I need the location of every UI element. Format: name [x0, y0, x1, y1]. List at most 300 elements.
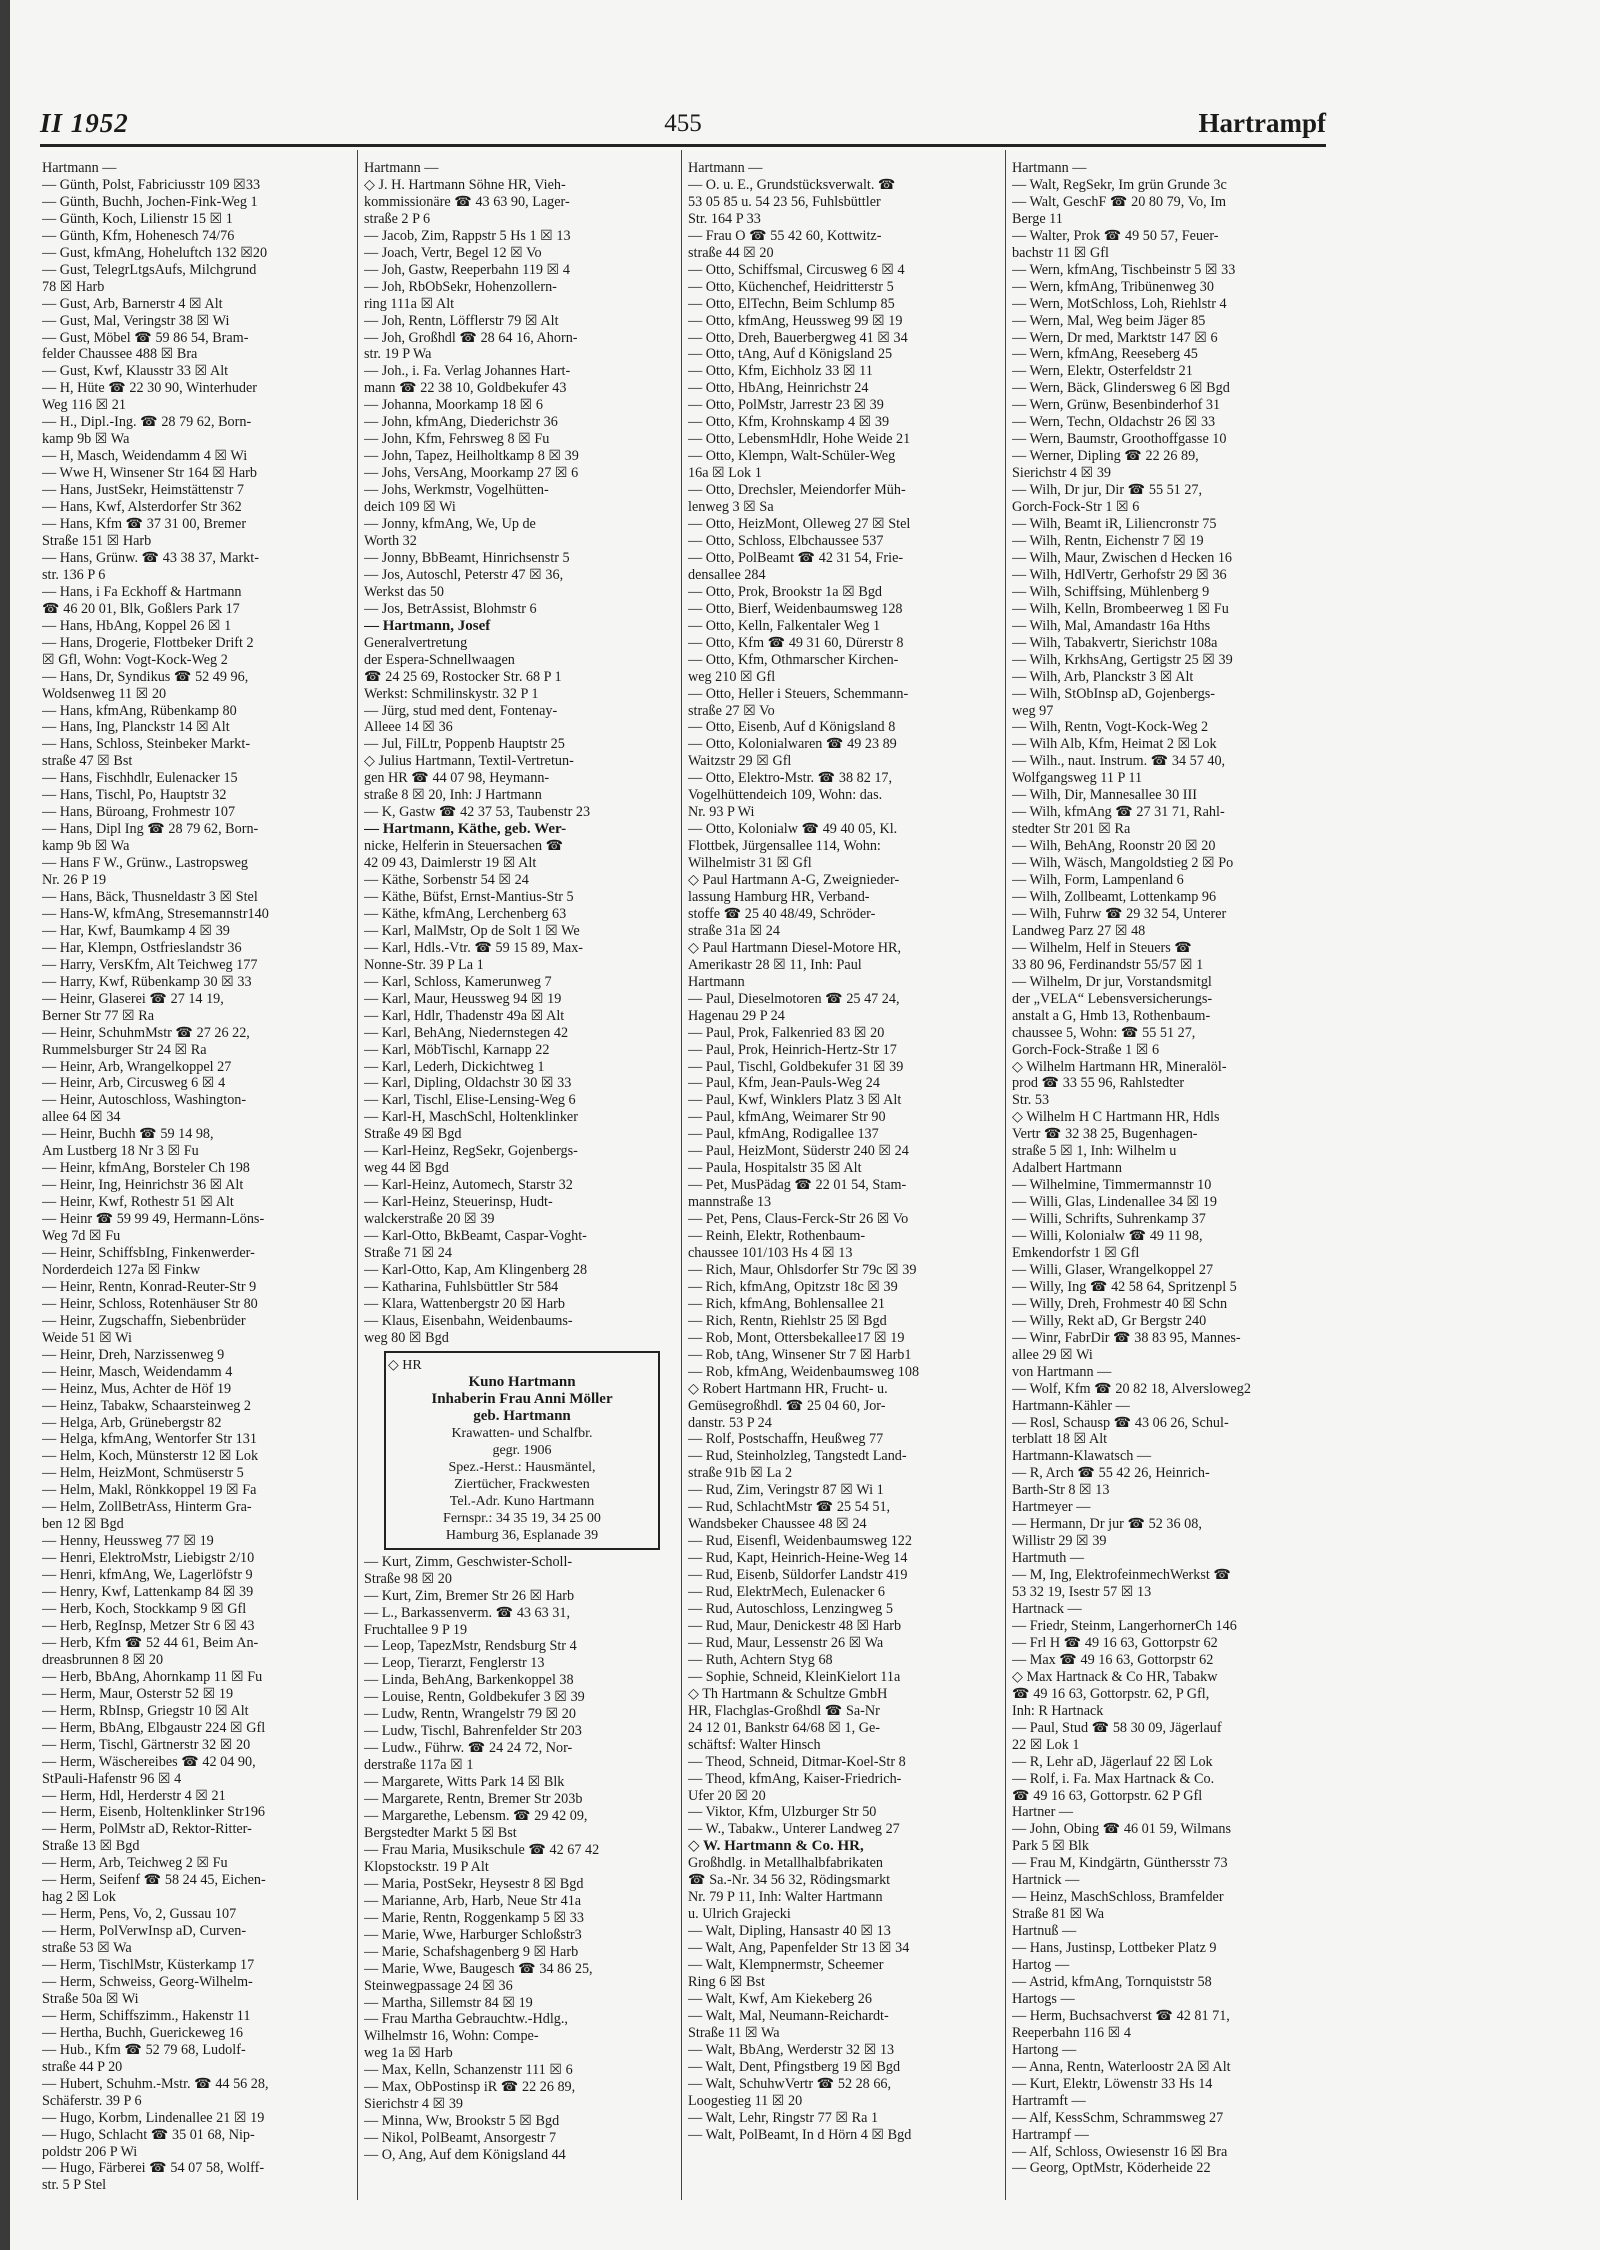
directory-entry-line: — Wilh, Zollbeamt, Lottenkamp 96 — [1012, 888, 1217, 905]
directory-entry-line: — Heinr, Zugschaffn, Siebenbrüder — [42, 1312, 246, 1329]
directory-entry-line: Hartnick — — [1012, 1872, 1080, 1889]
directory-entry-line: — Henry, Kwf, Lattenkamp 84 ☒ 39 — [42, 1584, 254, 1601]
directory-entry-line: Nonne-Str. 39 P La 1 — [364, 956, 484, 973]
directory-entry-line: Waitzstr 29 ☒ Gfl — [688, 753, 792, 770]
directory-entry-line: Hartramft — — [1012, 2092, 1086, 2109]
directory-entry-line: — Herm, Wäschereibes ☎ 42 04 90, — [42, 1753, 256, 1770]
directory-entry-line: ◇ Wilhelm Hartmann HR, Mineralöl- — [1012, 1058, 1227, 1075]
directory-entry-line: — Henny, Heussweg 77 ☒ 19 — [42, 1533, 214, 1550]
directory-entry-line: — Henri, kfmAng, We, Lagerlöfstr 9 — [42, 1567, 253, 1584]
directory-entry-line: — Wilhelm, Helf in Steuers ☎ — [1012, 939, 1192, 956]
directory-entry-line: — Hans, Schloss, Steinbeker Markt- — [42, 736, 251, 753]
directory-entry-line: — Heinr, Autoschloss, Washington- — [42, 1092, 247, 1109]
directory-entry-line: — L., Barkassenverm. ☎ 43 63 31, — [364, 1604, 571, 1621]
directory-entry-line: — Theod, kfmAng, Kaiser-Friedrich- — [688, 1770, 902, 1787]
directory-entry-line: — Katharina, Fuhlsbüttler Str 584 — [364, 1278, 559, 1295]
directory-entry-line: weg 1a ☒ Harb — [364, 2045, 453, 2062]
directory-entry-line: — Paul, Tischl, Goldbekufer 31 ☒ 39 — [688, 1058, 904, 1075]
directory-entry-line: — Wern, kfmAng, Reeseberg 45 — [1012, 346, 1198, 363]
directory-entry-line: — Hubert, Schuhm.-Mstr. ☎ 44 56 28, — [42, 2075, 269, 2092]
directory-entry-line: der „VELA“ Lebensversicherungs- — [1012, 990, 1213, 1007]
directory-entry-line: anstalt a G, Hmb 13, Rothenbaum- — [1012, 1007, 1211, 1024]
directory-entry-line: Hartnuß — — [1012, 1923, 1077, 1940]
directory-entry-line: poldstr 206 P Wi — [42, 2143, 138, 2160]
directory-entry-line: — Otto, Eisenb, Auf d Königsland 8 — [688, 719, 896, 736]
directory-entry-line: — Wilh, Maur, Zwischen d Hecken 16 — [1012, 549, 1233, 566]
directory-entry-line: — Otto, Kfm, Othmarscher Kirchen- — [688, 651, 899, 668]
directory-entry-line: — Paula, Hospitalstr 35 ☒ Alt — [688, 1160, 862, 1177]
directory-entry-line: — Otto, Prok, Brookstr 1a ☒ Bgd — [688, 583, 883, 600]
directory-entry-line: Wilhelmstr 16, Wohn: Compe- — [364, 2028, 539, 2045]
directory-entry-line: — Otto, Kolonialw ☎ 49 40 05, Kl. — [688, 821, 898, 838]
directory-entry-line: Wilhelmistr 31 ☒ Gfl — [688, 855, 812, 872]
directory-entry-line: — Rud, SchlachtMstr ☎ 25 54 51, — [688, 1499, 891, 1516]
directory-entry-line: — Hans, i Fa Eckhoff & Hartmann — [42, 583, 242, 600]
directory-entry-line: — Heinr, SchuhmMstr ☎ 27 26 22, — [42, 1024, 250, 1041]
directory-entry-line: — Wilh, Beamt iR, Liliencronstr 75 — [1012, 516, 1217, 533]
directory-entry-line: — Wern, Elektr, Osterfeldstr 21 — [1012, 363, 1193, 380]
directory-entry-line: — Hub., Kfm ☎ 52 79 68, Ludolf- — [42, 2041, 246, 2058]
directory-entry-line: densallee 284 — [688, 566, 766, 583]
directory-entry-line: lassung Hamburg HR, Verband- — [688, 888, 870, 905]
directory-entry-line: — Herm, BbAng, Elbgaustr 224 ☒ Gfl — [42, 1719, 266, 1736]
ad-line: Tel.-Adr. Kuno Hartmann — [449, 1493, 595, 1509]
directory-entry-line: — Rob, Mont, Ottersbekallee17 ☒ 19 — [688, 1329, 905, 1346]
directory-entry-line: — Heinr, Masch, Weidendamm 4 — [42, 1363, 233, 1380]
directory-entry-line: walckerstraße 20 ☒ 39 — [364, 1211, 495, 1228]
directory-entry-line: — Heinr, Glaserei ☎ 27 14 19, — [42, 990, 224, 1007]
directory-entry-line: straße 47 ☒ Bst — [42, 753, 133, 770]
directory-entry-line: — Rud, Maur, Denickestr 48 ☒ Harb — [688, 1617, 902, 1634]
directory-entry-line: — Walt, SchuhwVertr ☎ 52 28 66, — [688, 2075, 892, 2092]
directory-entry-line: prod ☎ 33 55 96, Rahlstedter — [1012, 1075, 1185, 1092]
directory-entry-line: Sierichstr 4 ☒ 39 — [364, 2096, 464, 2113]
directory-entry-line: Straße 50a ☒ Wi — [42, 1990, 139, 2007]
directory-entry-line: — Pet, MusPädag ☎ 22 01 54, Stam- — [688, 1177, 907, 1194]
directory-entry-line: — Heinr, SchiffsbIng, Finkenwerder- — [42, 1245, 255, 1261]
directory-entry-line: ◇ Paul Hartmann Diesel-Motore HR, — [688, 939, 902, 956]
directory-column-4 — [1012, 160, 1316, 2177]
directory-entry-line: — Karl-Heinz, RegSekr, Gojenbergs- — [364, 1143, 578, 1160]
directory-entry-line: — Jos, BetrAssist, Blohmstr 6 — [364, 600, 537, 617]
directory-entry-line: — Heinr, Kwf, Rothestr 51 ☒ Alt — [42, 1194, 234, 1211]
directory-entry-line: — Willy, Rekt aD, Gr Bergstr 240 — [1012, 1312, 1207, 1329]
directory-entry-line: — Johs, VersAng, Moorkamp 27 ☒ 6 — [364, 465, 579, 482]
directory-entry-line: — Willy, Dreh, Frohmestr 40 ☒ Schn — [1012, 1295, 1228, 1312]
directory-entry-line: Hartog — — [1012, 1957, 1070, 1974]
directory-entry-line: — Otto, PolBeamt ☎ 42 31 54, Frie- — [688, 549, 904, 566]
header-rule — [40, 144, 1326, 147]
directory-entry-line: — Wern, Baumstr, Groothoffgasse 10 — [1012, 431, 1227, 448]
directory-entry-line: — Otto, Kolonialwaren ☎ 49 23 89 — [688, 736, 897, 753]
directory-entry-line: str. 5 P Stel — [42, 2177, 107, 2194]
directory-entry-line: Weg 116 ☒ 21 — [42, 397, 126, 414]
directory-entry-line: — Sophie, Schneid, KleinKielort 11a — [688, 1668, 901, 1685]
ad-line: Krawatten- und Schalfbr. — [451, 1425, 593, 1441]
directory-entry-line: Reeperbahn 116 ☒ 4 — [1012, 2024, 1131, 2041]
directory-entry-line: — Kurt, Zimm, Geschwister-Scholl- — [364, 1553, 573, 1570]
directory-entry-line: — Heinr, Arb, Wrangelkoppel 27 — [42, 1058, 232, 1075]
directory-entry-line: Flottbek, Jürgensallee 114, Wohn: — [688, 838, 881, 855]
directory-entry-line: — Hans, Bäck, Thusneldastr 3 ☒ Stel — [42, 888, 258, 905]
column-divider — [681, 150, 682, 2200]
directory-entry-line: Hartmeyer — — [1012, 1499, 1091, 1516]
directory-entry-line: — Marie, Rentn, Roggenkamp 5 ☒ 33 — [364, 1909, 584, 1926]
directory-entry-line: — Paul, HeizMont, Süderstr 240 ☒ 24 — [688, 1143, 909, 1160]
directory-entry-line: — Alf, Schloss, Owiesenstr 16 ☒ Bra — [1012, 2143, 1228, 2160]
directory-entry-line: — Otto, Elektro-Mstr. ☎ 38 82 17, — [688, 770, 893, 787]
directory-entry-line: — Otto, Schiffsmal, Circusweg 6 ☒ 4 — [688, 261, 905, 278]
directory-entry-line: — Max, ObPostinsp iR ☎ 22 26 89, — [364, 2079, 576, 2096]
directory-entry-line: — Otto, ElTechn, Beim Schlump 85 — [688, 295, 895, 312]
directory-entry-line: — Har, Klempn, Ostfrieslandstr 36 — [42, 939, 242, 956]
directory-entry-line: der Espera-Schnellwaagen — [364, 651, 515, 668]
directory-entry-line: — Otto, Kfm ☎ 49 31 60, Dürerstr 8 — [688, 634, 904, 651]
directory-entry-line: Straße 49 ☒ Bgd — [364, 1126, 462, 1143]
directory-entry-line: straße 5 ☒ 1, Inh: Wilhelm u — [1012, 1143, 1177, 1160]
directory-entry-line: ◇ Wilhelm H C Hartmann HR, Hdls — [1012, 1109, 1220, 1126]
directory-entry-line: — Günth, Buchh, Jochen-Fink-Weg 1 — [42, 193, 258, 210]
directory-entry-line: danstr. 53 P 24 — [688, 1414, 772, 1431]
directory-entry-line: ◇ Robert Hartmann HR, Frucht- u. — [688, 1380, 888, 1397]
directory-entry-line: — Margarethe, Lebensm. ☎ 29 42 09, — [364, 1808, 588, 1825]
directory-entry-line: Fruchtallee 9 P 19 — [364, 1621, 468, 1638]
directory-entry-line: — Gust, kfmAng, Hoheluftch 132 ☒20 — [42, 244, 268, 261]
directory-entry-line: — Karl, Schloss, Kamerunweg 7 — [364, 973, 552, 990]
directory-entry-line: — Wilh, Schiffsing, Mühlenberg 9 — [1012, 583, 1210, 600]
directory-entry-line: lenweg 3 ☒ Sa — [688, 499, 774, 516]
directory-entry-line: — Jonny, kfmAng, We, Up de — [364, 516, 536, 533]
directory-entry-line: — Karl, Tischl, Elise-Lensing-Weg 6 — [364, 1092, 576, 1109]
directory-entry-line: 42 09 43, Daimlerstr 19 ☒ Alt — [364, 855, 537, 872]
directory-entry-line: ☎ Sa.-Nr. 34 56 32, Rödingsmarkt — [688, 1872, 891, 1889]
directory-entry-line: — Helga, Arb, Grünebergstr 82 — [42, 1414, 222, 1431]
directory-entry-line: — Hugo, Färberei ☎ 54 07 58, Wolff- — [42, 2160, 265, 2177]
directory-entry-line: — Wilhelm, Dr jur, Vorstandsmitgl — [1012, 973, 1212, 990]
directory-entry-line: Wolfgangsweg 11 P 11 — [1012, 770, 1143, 787]
directory-entry-line: — Werner, Dipling ☎ 22 26 89, — [1012, 448, 1199, 465]
ad-line: Ziertücher, Frackwesten — [454, 1476, 590, 1492]
directory-entry-line: Worth 32 — [364, 532, 417, 549]
directory-entry-line: Hartmann-Kähler — — [1012, 1397, 1130, 1414]
directory-entry-line: — Walt, Ang, Papenfelder Str 13 ☒ 34 — [688, 1940, 910, 1957]
directory-entry-line: — Hertha, Buchh, Guerickeweg 16 — [42, 2024, 243, 2041]
directory-entry-line: deich 109 ☒ Wi — [364, 499, 456, 516]
directory-entry-line: — Karl-Heinz, Steuerinsp, Hudt- — [364, 1194, 553, 1211]
directory-entry-line: ☎ 24 25 69, Rostocker Str. 68 P 1 — [364, 668, 562, 685]
directory-entry-line: Woldsenweg 11 ☒ 20 — [42, 685, 167, 702]
directory-entry-line: straße 44 ☒ 20 — [688, 244, 774, 261]
directory-entry-line: straße 53 ☒ Wa — [42, 1940, 132, 1957]
ad-line: Inhaberin Frau Anni Möller — [431, 1390, 613, 1407]
directory-entry-line: — Gust, TelegrLtgsAufs, Milchgrund — [42, 261, 257, 278]
directory-entry-line: — Theod, Schneid, Ditmar-Koel-Str 8 — [688, 1753, 906, 1770]
directory-entry-line: Hartogs — — [1012, 1990, 1075, 2007]
directory-entry-line: — Walt, Dent, Pfingstberg 19 ☒ Bgd — [688, 2058, 901, 2075]
directory-entry-line: — Willi, Kolonialw ☎ 49 11 98, — [1012, 1228, 1203, 1245]
ad-marker: ◇ HR — [388, 1357, 422, 1373]
directory-entry-line: — Otto, Kelln, Falkentaler Weg 1 — [688, 617, 881, 634]
directory-entry-line: — Wern, Dr med, Marktstr 147 ☒ 6 — [1012, 329, 1218, 346]
directory-entry-line: — Herm, PolMstr aD, Rektor-Ritter- — [42, 1821, 252, 1838]
directory-entry-line: — Paul, Prok, Heinrich-Hertz-Str 17 — [688, 1041, 897, 1058]
directory-entry-line: Gemüsegroßhdl. ☎ 25 04 60, Jor- — [688, 1397, 886, 1414]
directory-entry-line: Berner Str 77 ☒ Ra — [42, 1007, 155, 1024]
directory-entry-line: Vogelhüttendeich 109, Wohn: das. — [688, 787, 883, 804]
directory-entry-line: 22 ☒ Lok 1 — [1012, 1736, 1080, 1753]
directory-entry-line: — Wern, MotSchloss, Loh, Riehlstr 4 — [1012, 295, 1227, 312]
directory-entry-line: Emkendorfstr 1 ☒ Gfl — [1012, 1245, 1140, 1261]
directory-entry-line: — Georg, OptMstr, Köderheide 22 — [1012, 2160, 1211, 2177]
directory-entry-line: — Minna, Ww, Brookstr 5 ☒ Bgd — [364, 2113, 560, 2130]
directory-entry-line: — Karl-H, MaschSchl, Holtenklinker — [364, 1109, 578, 1126]
directory-entry-line: — Otto, LebensmHdlr, Hohe Weide 21 — [688, 431, 911, 448]
directory-entry-line: — Frau Martha Gebrauchtw.-Hdlg., — [364, 2011, 568, 2028]
directory-entry-line: — Hans, Kwf, Alsterdorfer Str 362 — [42, 499, 242, 516]
directory-entry-line: — Hans, HbAng, Koppel 26 ☒ 1 — [42, 617, 232, 634]
directory-entry-line: — Wilh, StObInsp aD, Gojenbergs- — [1012, 685, 1216, 702]
directory-entry-line: allee 29 ☒ Wi — [1012, 1346, 1093, 1363]
directory-entry-line: — Karl, Lederh, Dickichtweg 1 — [364, 1058, 545, 1075]
directory-entry-line: Weide 51 ☒ Wi — [42, 1329, 132, 1346]
directory-entry-line: — Rud, Zim, Veringstr 87 ☒ Wi 1 — [688, 1482, 884, 1499]
directory-entry-line: — Kurt, Zim, Bremer Str 26 ☒ Harb — [364, 1587, 575, 1604]
directory-entry-line: str. 136 P 6 — [42, 566, 106, 583]
directory-entry-line: weg 44 ☒ Bgd — [364, 1160, 449, 1177]
directory-entry-line: — Joh, Gastw, Reeperbahn 119 ☒ 4 — [364, 261, 570, 278]
volume-label: II 1952 — [40, 108, 129, 138]
directory-entry-line: — Frau O ☎ 55 42 60, Kottwitz- — [688, 227, 882, 244]
directory-entry-line: Willistr 29 ☒ 39 — [1012, 1533, 1107, 1550]
directory-entry-line: — Marianne, Arb, Harb, Neue Str 41a — [364, 1892, 582, 1909]
directory-entry-line: — Rob, tAng, Winsener Str 7 ☒ Harb1 — [688, 1346, 912, 1363]
directory-entry-line: — Otto, Bierf, Weidenbaumsweg 128 — [688, 600, 903, 617]
directory-entry-line: stoffe ☎ 25 40 48/49, Schröder- — [688, 905, 876, 922]
directory-entry-line: bachstr 11 ☒ Gfl — [1012, 244, 1109, 261]
directory-entry-line: Klopstockstr. 19 P Alt — [364, 1858, 489, 1875]
directory-entry-line: 53 32 19, Isestr 57 ☒ 13 — [1012, 1584, 1152, 1601]
directory-entry-line: — Wilh, Wäsch, Mangoldstieg 2 ☒ Po — [1012, 855, 1234, 872]
ad-line: Hamburg 36, Esplanade 39 — [445, 1527, 599, 1543]
directory-entry-line: gen HR ☎ 44 07 98, Heymann- — [364, 770, 550, 787]
directory-entry-line: — Hugo, Korbm, Lindenallee 21 ☒ 19 — [42, 2109, 265, 2126]
directory-entry-line: — Walter, Prok ☎ 49 50 57, Feuer- — [1012, 227, 1219, 244]
directory-entry-line: — Herb, Koch, Stockkamp 9 ☒ Gfl — [42, 1601, 247, 1618]
directory-entry-line: — Rud, Maur, Lessenstr 26 ☒ Wa — [688, 1634, 884, 1651]
directory-entry-line: Rummelsburger Str 24 ☒ Ra — [42, 1041, 207, 1058]
directory-entry-line: Hartner — — [1012, 1804, 1074, 1821]
directory-entry-line: — Hermann, Dr jur ☎ 52 36 08, — [1012, 1516, 1202, 1533]
directory-entry-line: — M, Ing, ElektrofeinmechWerkst ☎ — [1012, 1567, 1232, 1584]
directory-entry-line: straße 44 P 20 — [42, 2058, 123, 2075]
directory-entry-line: terblatt 18 ☒ Alt — [1012, 1431, 1108, 1448]
directory-column-2 — [364, 160, 668, 2164]
directory-entry-line: Str. 164 P 33 — [688, 210, 761, 227]
directory-entry-line: — Hans, Justinsp, Lottbeker Platz 9 — [1012, 1940, 1217, 1957]
directory-entry-line: — Otto, Kfm, Eichholz 33 ☒ 11 — [688, 363, 873, 380]
directory-entry-line: Hartrampf — — [1012, 2126, 1089, 2143]
directory-entry-line: — Herb, Kfm ☎ 52 44 61, Beim An- — [42, 1634, 259, 1651]
directory-entry-line: — Kurt, Elektr, Löwenstr 33 Hs 14 — [1012, 2075, 1213, 2092]
directory-entry-line: u. Ulrich Grajecki — [688, 1906, 791, 1923]
directory-entry-line: — Herm, Arb, Teichweg 2 ☒ Fu — [42, 1855, 228, 1872]
directory-entry-line: — Günth, Kfm, Hohenesch 74/76 — [42, 227, 235, 244]
directory-entry-line: — Gust, Möbel ☎ 59 86 54, Bram- — [42, 329, 249, 346]
directory-entry-line: Gorch-Fock-Str 1 ☒ 6 — [1012, 499, 1140, 516]
directory-entry-line: — Paul, Kwf, Winklers Platz 3 ☒ Alt — [688, 1092, 902, 1109]
directory-entry-line: — Rich, Maur, Ohlsdorfer Str 79c ☒ 39 — [688, 1261, 917, 1278]
directory-entry-line: Nr. 79 P 11, Inh: Walter Hartmann — [688, 1889, 883, 1906]
directory-entry-line: Alleee 14 ☒ 36 — [364, 719, 453, 736]
directory-entry-line: — O, Ang, Auf dem Königsland 44 — [364, 2147, 566, 2164]
directory-entry-line: — Walt, BbAng, Werderstr 32 ☒ 13 — [688, 2041, 895, 2058]
directory-entry-line: Ring 6 ☒ Bst — [688, 1973, 765, 1990]
directory-entry-line: — Hans, Kfm ☎ 37 31 00, Bremer — [42, 516, 247, 533]
directory-entry-line: — John, Obing ☎ 46 01 59, Wilmans — [1012, 1821, 1232, 1838]
directory-entry-line: — Herm, Buchsachverst ☎ 42 81 71, — [1012, 2007, 1230, 2024]
directory-column-3 — [688, 160, 992, 2144]
directory-entry-line: — Joh, RbObSekr, Hohenzollern- — [364, 278, 557, 295]
directory-entry-line: — Helm, ZollBetrAss, Hinterm Gra- — [42, 1499, 252, 1516]
directory-entry-line: — Paul, Kfm, Jean-Pauls-Weg 24 — [688, 1075, 880, 1092]
directory-entry-line: Straße 81 ☒ Wa — [1012, 1906, 1105, 1923]
directory-entry-line: weg 97 — [1012, 702, 1054, 719]
directory-entry-line: Werkst: Schmilinskystr. 32 P 1 — [364, 685, 539, 702]
directory-entry-line: — Wern, Techn, Oldachstr 26 ☒ 33 — [1012, 414, 1216, 431]
directory-entry-line: — Karl, Hdlr, Thadenstr 49a ☒ Alt — [364, 1007, 565, 1024]
directory-entry-line: weg 80 ☒ Bgd — [364, 1329, 449, 1346]
directory-column-1 — [42, 160, 346, 2194]
directory-entry-line: Norderdeich 127a ☒ Finkw — [42, 1261, 201, 1278]
directory-entry-line: — Willi, Glaser, Wrangelkoppel 27 — [1012, 1261, 1214, 1278]
directory-entry-line: Loogestieg 11 ☒ 20 — [688, 2092, 803, 2109]
page-header — [40, 108, 1326, 144]
directory-entry-line: — Otto, Küchenchef, Heidritterstr 5 — [688, 278, 894, 295]
directory-entry-line: — Otto, PolMstr, Jarrestr 23 ☒ 39 — [688, 397, 884, 414]
directory-entry-line: — Wilh., naut. Instrum. ☎ 34 57 40, — [1012, 753, 1226, 770]
directory-entry-line: — Heinr, Ing, Heinrichstr 36 ☒ Alt — [42, 1177, 244, 1194]
directory-entry-line: — Harry, Kwf, Rübenkamp 30 ☒ 33 — [42, 973, 252, 990]
ad-line: Kuno Hartmann — [468, 1373, 576, 1390]
directory-entry-line: Straße 13 ☒ Bgd — [42, 1838, 140, 1855]
column-divider — [357, 150, 358, 2200]
directory-entry-line: — Herm, Seifenf ☎ 58 24 45, Eichen- — [42, 1872, 266, 1889]
directory-entry-line: — Herm, Pens, Vo, 2, Gussau 107 — [42, 1906, 237, 1923]
directory-entry-line: derstraße 117a ☒ 1 — [364, 1757, 474, 1774]
directory-entry-line: — Rosl, Schausp ☎ 43 06 26, Schul- — [1012, 1414, 1229, 1431]
directory-entry-line: — Johs, Werkmstr, Vogelhütten- — [364, 482, 549, 499]
directory-entry-line: — Viktor, Kfm, Ulzburger Str 50 — [688, 1804, 877, 1821]
directory-entry-line: — Wilh, KrkhsAng, Gertigstr 25 ☒ 39 — [1012, 651, 1233, 668]
directory-entry-line: ☒ Gfl, Wohn: Vogt-Kock-Weg 2 — [42, 651, 228, 668]
directory-entry-line: — Max, Kelln, Schanzenstr 111 ☒ 6 — [364, 2062, 573, 2079]
directory-entry-line: — Henri, ElektroMstr, Liebigstr 2/10 — [42, 1550, 255, 1567]
directory-entry-line: — Helm, Koch, Münsterstr 12 ☒ Lok — [42, 1448, 259, 1465]
directory-entry-line: ◇ J. H. Hartmann Söhne HR, Vieh- — [364, 176, 566, 193]
directory-entry-line: — Joh, Großhdl ☎ 28 64 16, Ahorn- — [364, 329, 578, 346]
directory-entry-line: — Rolf, Postschaffn, Heußweg 77 — [688, 1431, 884, 1448]
directory-entry-line: — Herm, Hdl, Herderstr 4 ☒ 21 — [42, 1787, 226, 1804]
directory-entry-line: Landweg Parz 27 ☒ 48 — [1012, 922, 1146, 939]
directory-entry-line: Hagenau 29 P 24 — [688, 1007, 785, 1024]
scan-edge — [0, 0, 10, 2250]
directory-entry-line: — Hans, Grünw. ☎ 43 38 37, Markt- — [42, 549, 259, 566]
directory-entry-line: von Hartmann — — [1012, 1363, 1112, 1380]
directory-entry-line: — H., Dipl.-Ing. ☎ 28 79 62, Born- — [42, 414, 252, 431]
directory-entry-line: — Wilh, Tabakvertr, Sierichstr 108a — [1012, 634, 1218, 651]
directory-entry-line: — Margarete, Rentn, Bremer Str 203b — [364, 1791, 583, 1808]
directory-entry-line: — Heinr, Schloss, Rotenhäuser Str 80 — [42, 1295, 258, 1312]
directory-entry-line: — Ludw., Führw. ☎ 24 24 72, Nor- — [364, 1740, 573, 1757]
directory-entry-line: Hartnack — — [1012, 1601, 1082, 1618]
directory-entry-line: 33 80 96, Ferdinandstr 55/57 ☒ 1 — [1012, 956, 1204, 973]
directory-entry-line: Barth-Str 8 ☒ 13 — [1012, 1482, 1110, 1499]
directory-entry-line: — Wilh, Form, Lampenland 6 — [1012, 872, 1184, 889]
directory-entry-line: — Jos, Autoschl, Peterstr 47 ☒ 36, — [364, 566, 564, 583]
directory-entry-line: Sierichstr 4 ☒ 39 — [1012, 465, 1112, 482]
directory-entry-line: — Pet, Pens, Claus-Ferck-Str 26 ☒ Vo — [688, 1211, 909, 1228]
directory-entry-line: — Walt, PolBeamt, In d Hörn 4 ☒ Bgd — [688, 2126, 912, 2143]
directory-entry-line: Nr. 26 P 19 — [42, 872, 107, 889]
directory-entry-line: — Hans-W, kfmAng, Stresemannstr140 — [42, 905, 269, 922]
directory-entry-line: mannstraße 13 — [688, 1194, 772, 1211]
directory-entry-line: — Otto, Drechsler, Meiendorfer Müh- — [688, 482, 906, 499]
directory-entry-line: Schäferstr. 39 P 6 — [42, 2092, 142, 2109]
directory-entry-line: — Günth, Koch, Lilienstr 15 ☒ 1 — [42, 210, 233, 227]
directory-entry-line: — Johanna, Moorkamp 18 ☒ 6 — [364, 397, 544, 414]
directory-entry-line: — Karl, MöbTischl, Karnapp 22 — [364, 1041, 550, 1058]
directory-entry-line: — Hans, Ing, Planckstr 14 ☒ Alt — [42, 719, 230, 736]
directory-entry-line: — Paul, kfmAng, Rodigallee 137 — [688, 1126, 879, 1143]
directory-entry-line: — Käthe, kfmAng, Lerchenberg 63 — [364, 905, 567, 922]
directory-entry-line: ◇ W. Hartmann & Co. HR, — [688, 1838, 864, 1855]
directory-entry-line: — Herm, RbInsp, Griegstr 10 ☒ Alt — [42, 1702, 249, 1719]
directory-entry-line: — Helga, kfmAng, Wentorfer Str 131 — [42, 1431, 257, 1448]
directory-entry-line: — Otto, Klempn, Walt-Schüler-Weg — [688, 448, 896, 465]
directory-entry-line: — Willi, Glas, Lindenallee 34 ☒ 19 — [1012, 1194, 1217, 1211]
directory-entry-line: — Hans, Fischhdlr, Eulenacker 15 — [42, 770, 238, 787]
directory-entry-line: — Hartmann, Josef — [364, 617, 491, 634]
directory-entry-line: — Herm, Schweiss, Georg-Wilhelm- — [42, 1973, 253, 1990]
directory-entry-line: — Astrid, kfmAng, Tornquiststr 58 — [1012, 1973, 1212, 1990]
ad-line: geb. Hartmann — [473, 1407, 571, 1424]
directory-entry-line: — Rich, kfmAng, Bohlensallee 21 — [688, 1295, 886, 1312]
directory-entry-line: — Ludw, Rentn, Wrangelstr 79 ☒ 20 — [364, 1706, 576, 1723]
directory-entry-line: — Hans, kfmAng, Rübenkamp 80 — [42, 702, 237, 719]
directory-entry-line: — Walt, GeschF ☎ 20 80 79, Vo, Im — [1012, 193, 1226, 210]
directory-entry-line: ben 12 ☒ Bgd — [42, 1516, 124, 1533]
directory-entry-line: — Wilh, Kelln, Brombeerweg 1 ☒ Fu — [1012, 600, 1229, 617]
directory-entry-line: — O. u. E., Grundstücksverwalt. ☎ — [688, 176, 896, 193]
directory-entry-line: — Wilh, kfmAng ☎ 27 31 71, Rahl- — [1012, 804, 1225, 821]
directory-entry-line: Straße 98 ☒ 20 — [364, 1570, 452, 1587]
directory-entry-line: stedter Str 201 ☒ Ra — [1012, 821, 1131, 838]
directory-entry-line: — H, Hüte ☎ 22 30 90, Winterhuder — [42, 380, 258, 397]
directory-entry-line: — Heinr, Dreh, Narzissenweg 9 — [42, 1346, 225, 1363]
directory-entry-line: — Hans, Dr, Syndikus ☎ 52 49 96, — [42, 668, 249, 685]
directory-entry-line: — Margarete, Witts Park 14 ☒ Blk — [364, 1774, 565, 1791]
directory-entry-line: kommissionäre ☎ 43 63 90, Lager- — [364, 193, 570, 210]
directory-entry-line: — Otto, Kfm, Krohnskamp 4 ☒ 39 — [688, 414, 890, 431]
advertisement-box — [384, 1351, 660, 1550]
directory-entry-line: — Wilh, Arb, Planckstr 3 ☒ Alt — [1012, 668, 1194, 685]
directory-entry-line: 24 12 01, Bankstr 64/68 ☒ 1, Ge- — [688, 1719, 881, 1736]
directory-entry-line: — Karl-Heinz, Automech, Starstr 32 — [364, 1177, 573, 1194]
directory-entry-line: — Rud, Eisenb, Süldorfer Landstr 419 — [688, 1567, 908, 1584]
directory-entry-line: — Leop, Tierarzt, Fenglerstr 13 — [364, 1655, 545, 1672]
directory-entry-line: Amerikastr 28 ☒ 11, Inh: Paul — [688, 956, 862, 973]
directory-entry-line: — Herb, BbAng, Ahornkamp 11 ☒ Fu — [42, 1668, 263, 1685]
